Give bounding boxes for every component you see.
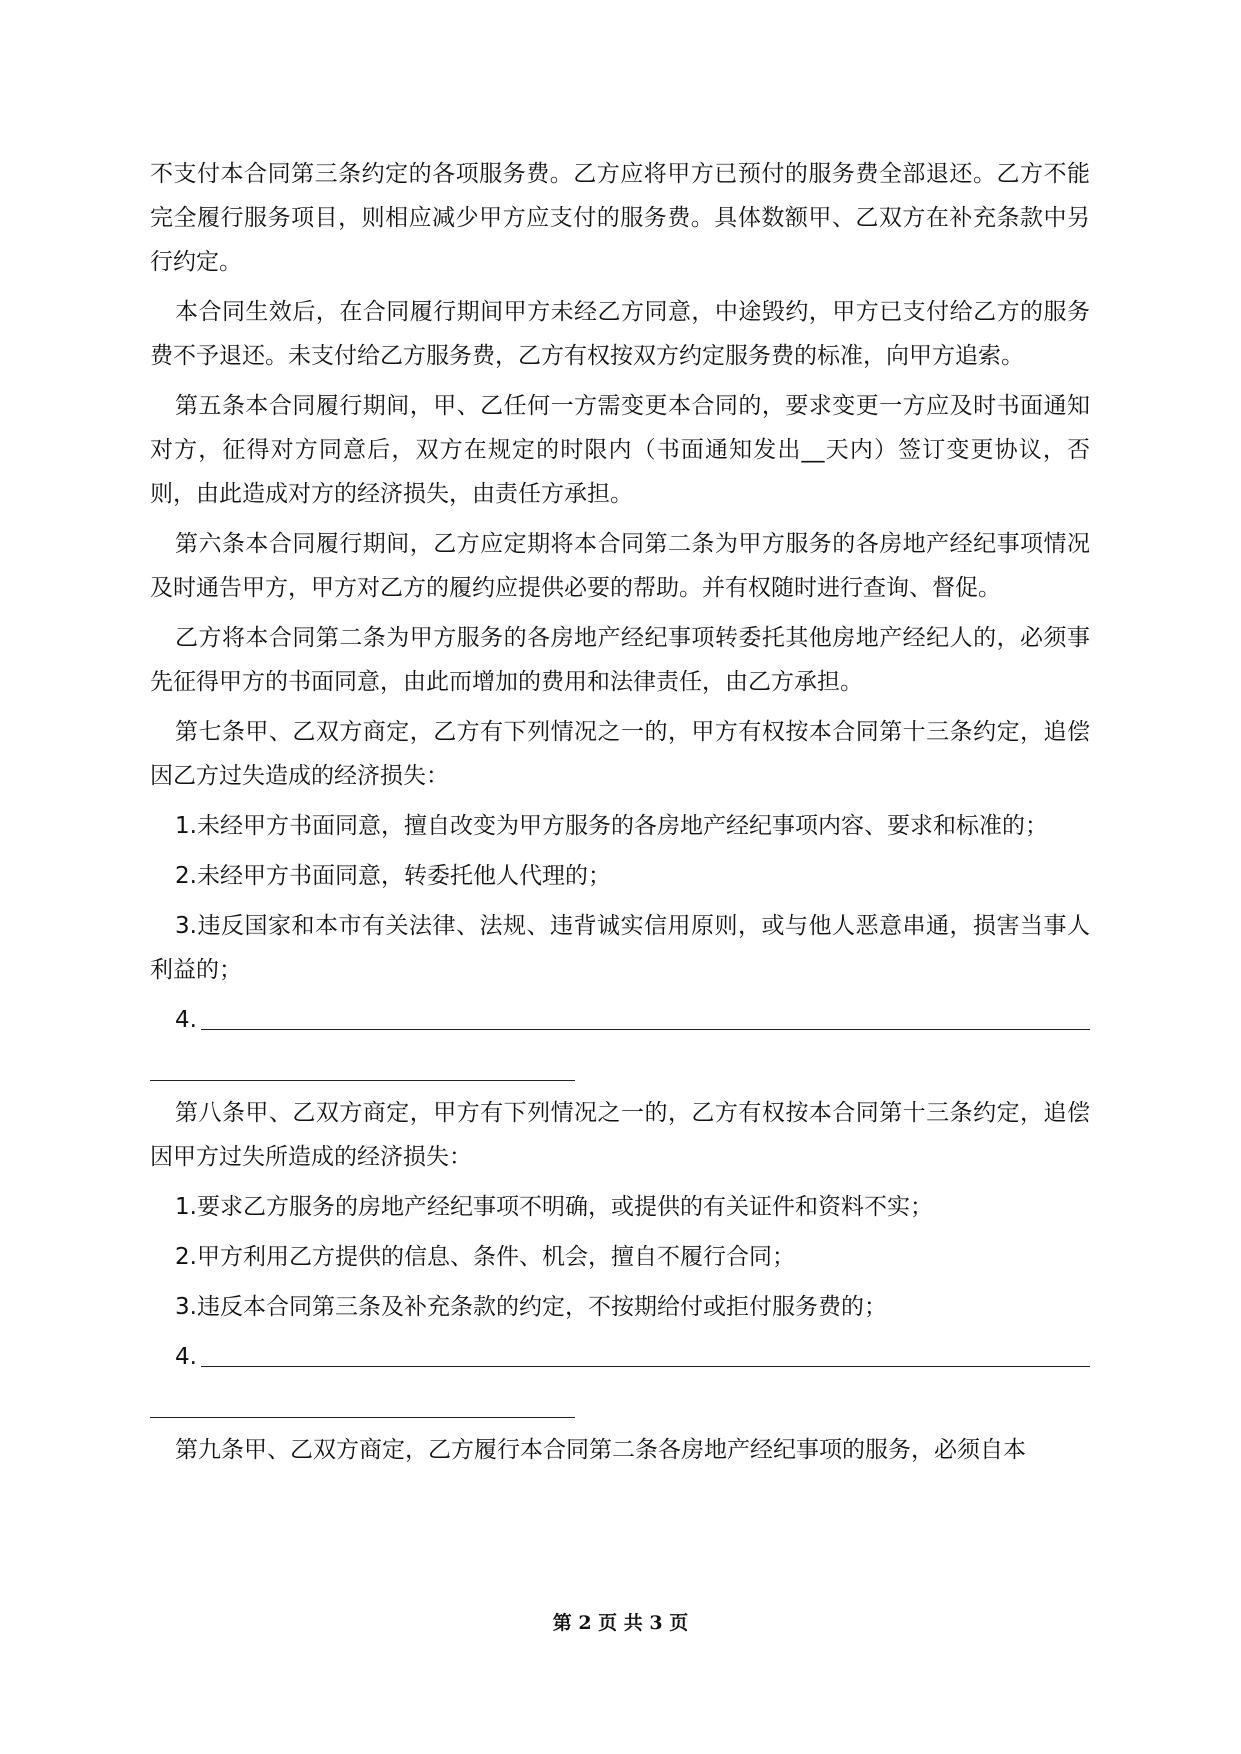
paragraph-subcontract: 乙方将本合同第二条为甲方服务的各房地产经纪事项转委托其他房地产经纪人的，必须事先征得甲方的书面同意，由此而增加的费用和法律责任，由乙方承担。 <box>150 625 1090 695</box>
blank-fill-line-continuation <box>150 1048 575 1081</box>
list-item-7-4 <box>150 998 1090 1042</box>
list-item-8-3: 3.违反本合同第三条及补充条款的约定，不按期给付或拒付服务费的； <box>175 1294 887 1320</box>
paragraph-article-8: 第八条甲、乙双方商定，甲方有下列情况之一的，乙方有权按本合同第十三条约定，追偿因甲方过失所造成的经济损失： <box>150 1100 1090 1170</box>
list-item-7-1: 1.未经甲方书面同意，擅自改变为甲方服务的各房地产经纪事项内容、要求和标准的； <box>175 813 1048 839</box>
document-body <box>150 152 1090 1478</box>
paragraph-breach-by-party-a: 本合同生效后，在合同履行期间甲方未经乙方同意，中途毁约，甲方已支付给乙方的服务费不予退还。未支付给乙方服务费，乙方有权按双方约定服务费的标准，向甲方追索。 <box>150 299 1090 369</box>
list-item-8-4 <box>150 1335 1090 1379</box>
paragraph-article-9: 第九条甲、乙双方商定，乙方履行本合同第二条各房地产经纪事项的服务，必须自本 <box>175 1437 1026 1463</box>
blank-fill-line <box>201 1366 1090 1367</box>
page-footer: 第 2 页 共 3 页 <box>552 1612 689 1634</box>
paragraph-article-6: 第六条本合同履行期间，乙方应定期将本合同第二条为甲方服务的各房地产经纪事项情况及时通告甲方，甲方对乙方的履约应提供必要的帮助。并有权随时进行查询、督促。 <box>150 531 1090 601</box>
list-item-8-1: 1.要求乙方服务的房地产经纪事项不明确，或提供的有关证件和资料不实； <box>175 1194 933 1220</box>
list-item-8-4-number: 4. <box>175 1344 197 1370</box>
paragraph-service-fee-refund: 不支付本合同第三条约定的各项服务费。乙方应将甲方已预付的服务费全部退还。乙方不能完全履行服务项目，则相应减少甲方应支付的服务费。具体数额甲、乙双方在补充条款中另行约定。 <box>150 161 1090 275</box>
paragraph-article-5: 第五条本合同履行期间，甲、乙任何一方需变更本合同的，要求变更一方应及时书面通知对方，征得对方同意后，双方在规定的时限内（书面通知发出__天内）签订变更协议，否则，由此造成对方的经济损失，由责任方承担。 <box>150 393 1090 507</box>
paragraph-article-7: 第七条甲、乙双方商定，乙方有下列情况之一的，甲方有权按本合同第十三条约定，追偿因乙方过失造成的经济损失： <box>150 719 1090 789</box>
blank-fill-line <box>201 1029 1090 1030</box>
list-item-7-2: 2.未经甲方书面同意，转委托他人代理的； <box>175 863 611 889</box>
blank-fill-line-continuation <box>150 1385 575 1418</box>
list-item-7-3: 3.违反国家和本市有关法律、法规、违背诚实信用原则，或与他人恶意串通，损害当事人利益的； <box>150 913 1090 983</box>
list-item-8-2: 2.甲方利用乙方提供的信息、条件、机会，擅自不履行合同； <box>175 1244 795 1270</box>
list-item-7-4-number: 4. <box>175 1007 197 1033</box>
